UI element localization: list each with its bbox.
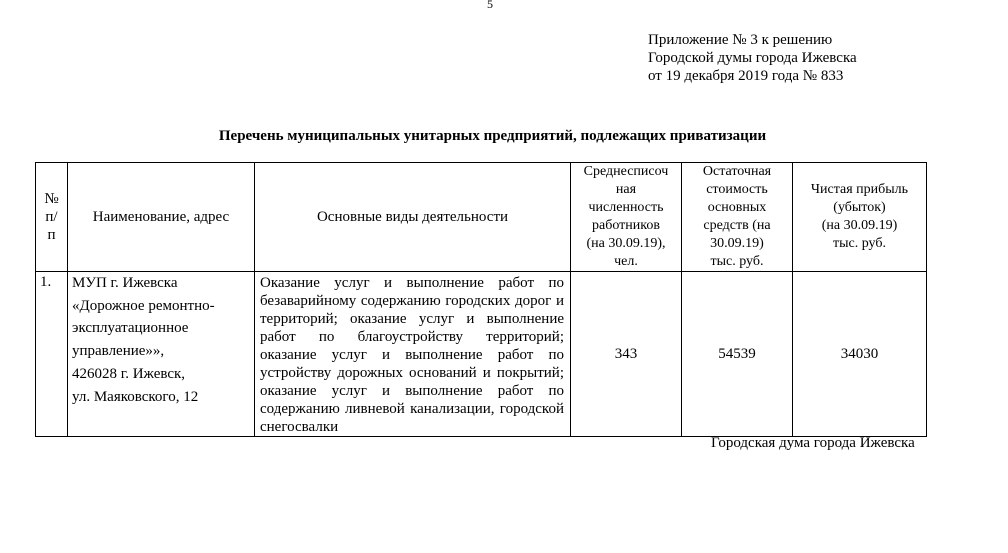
row-number: 1. [36,272,68,437]
header-line: п [47,227,56,243]
header-employees [571,163,682,272]
enterprise-name-address [68,272,255,437]
footer-signature: Городская дума города Ижевска [711,435,915,451]
header-line: основных [707,200,767,215]
appendix-line: Приложение № 3 к решению [648,32,833,48]
name-line: МУП г. Ижевска [72,275,178,291]
header-residual-value [682,163,793,272]
header-line: ная [615,182,637,197]
header-line: (на 30.09.19), [586,236,666,251]
residual-value: 54539 [682,272,793,437]
header-name: Наименование, адрес [68,163,255,272]
header-line: (на 30.09.19) [821,218,898,233]
name-line: 426028 г. Ижевск, [72,365,186,382]
header-net-profit [793,163,927,272]
net-profit: 34030 [793,272,927,437]
table-header-row [36,163,927,272]
header-line: работников [592,218,660,233]
header-line: п/ [45,209,58,225]
enterprises-table [35,162,927,437]
name-line: «Дорожное ремонтно- [72,297,215,314]
page-number: 5 [487,0,493,11]
appendix-line: Городской думы города Ижевска [648,50,857,66]
document-title: Перечень муниципальных унитарных предприятий, подлежащих приватизации [218,128,767,144]
header-line: (убыток) [833,200,886,215]
header-line: тыс. руб. [710,254,764,269]
appendix-line: от 19 декабря 2019 года № 833 [648,68,844,84]
header-num [36,163,68,272]
header-line: стоимость [706,182,768,197]
header-line: № [44,191,59,207]
header-line: численность [588,200,664,215]
appendix-note [648,31,857,85]
header-line: средств (на [703,218,771,233]
name-line: эксплуатационное [72,320,189,337]
header-line: чел. [614,254,638,269]
name-line: управление»», [72,343,165,360]
activities-description: Оказание услуг и выполнение работ по безаварийному содержанию городских дорог и территорий; оказание услуг и выполнение работ по благоустройству территорий; оказание услуг и выполнение работ по устройству дорожных оснований и покрытий; оказание услуг и выполнение работ по содержанию ливневой канализации, городской снегосвалки [255,272,571,437]
header-line: Среднесписоч [583,164,669,179]
header-line: 30.09.19) [710,236,764,251]
employees-count: 343 [571,272,682,437]
name-line: ул. Маяковского, 12 [72,388,199,405]
header-line: Остаточная [702,164,772,179]
table-row [36,272,927,437]
header-activity: Основные виды деятельности [255,163,571,272]
header-line: Чистая прибыль [810,182,909,197]
header-line: тыс. руб. [833,236,886,251]
